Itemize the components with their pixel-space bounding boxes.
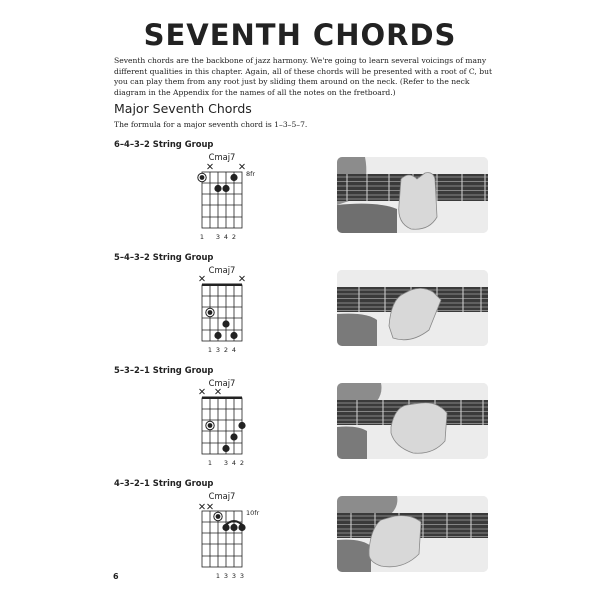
finger-number: 1: [199, 233, 205, 241]
finger-number: 1: [207, 459, 213, 467]
group-heading-3: 5–3–2–1 String Group: [114, 365, 214, 375]
dot-icon: [222, 185, 229, 192]
finger-number: 4: [231, 346, 237, 354]
finger-number: 4: [231, 459, 237, 467]
dot-icon: [214, 332, 221, 339]
chord-name-1: Cmaj7: [208, 152, 236, 162]
root-circle-icon: [208, 310, 213, 315]
finger-number: 3: [239, 572, 245, 580]
page-number: 6: [113, 572, 119, 581]
finger-number: 3: [231, 572, 237, 580]
dot-icon: [222, 445, 229, 452]
group-heading-4: 4–3–2–1 String Group: [114, 478, 214, 488]
x-mark-icon: [200, 389, 205, 394]
x-mark-icon: [208, 164, 213, 169]
chord-diagram-1: [190, 162, 270, 244]
hand-photo-4: [337, 496, 488, 572]
x-mark-icon: [200, 504, 205, 509]
root-circle-icon: [216, 514, 221, 519]
chord-name-2: Cmaj7: [208, 265, 236, 275]
nut: [202, 397, 242, 400]
hand-photo-3: [337, 383, 488, 459]
group-heading-2: 5–4–3–2 String Group: [114, 252, 214, 262]
fret-label: 10fr: [246, 509, 260, 517]
finger-number: 3: [223, 459, 229, 467]
fret-label: 8fr: [246, 170, 256, 178]
dot-icon: [214, 185, 221, 192]
chord-name-3: Cmaj7: [208, 378, 236, 388]
dot-icon: [230, 524, 237, 531]
finger-number: 4: [223, 233, 229, 241]
nut: [202, 284, 242, 287]
dot-icon: [222, 524, 229, 531]
dot-icon: [222, 320, 229, 327]
chord-name-4: Cmaj7: [208, 491, 236, 501]
intro-paragraph: Seventh chords are the backbone of jazz harmony. We're going to learn several voicings of many different qualities in this chapter. Again, all of these chords will be presented with a root of C, but you can play them from any root just by sliding them around on the neck. (Refer to the neck diagram in the Appendix for the names of all the notes on the fretboard.): [114, 56, 493, 97]
finger-number: 1: [215, 572, 221, 580]
dot-icon: [230, 174, 237, 181]
finger-number: 3: [215, 346, 221, 354]
dot-icon: [230, 332, 237, 339]
hand-photo-1: [337, 157, 488, 233]
dot-icon: [230, 433, 237, 440]
finger-number: 2: [223, 346, 229, 354]
section-heading: Major Seventh Chords: [114, 101, 252, 116]
formula-text: The formula for a major seventh chord is 1–3–5–7.: [114, 120, 308, 129]
root-circle-icon: [208, 423, 213, 428]
finger-number: 2: [239, 459, 245, 467]
x-mark-icon: [208, 504, 213, 509]
finger-number: 1: [207, 346, 213, 354]
group-heading-1: 6–4–3–2 String Group: [114, 139, 214, 149]
x-mark-icon: [200, 276, 205, 281]
x-mark-icon: [216, 389, 221, 394]
finger-number: 2: [231, 233, 237, 241]
chord-diagram-4: [190, 501, 270, 583]
root-circle-icon: [200, 175, 205, 180]
chord-diagram-3: [190, 388, 270, 470]
dot-icon: [238, 524, 245, 531]
x-mark-icon: [240, 276, 245, 281]
chord-diagram-2: [190, 275, 270, 357]
hand-photo-2: [337, 270, 488, 346]
x-mark-icon: [240, 164, 245, 169]
dot-icon: [238, 422, 245, 429]
finger-number: 3: [223, 572, 229, 580]
finger-number: 3: [215, 233, 221, 241]
page-title: SEVENTH CHORDS: [143, 18, 457, 52]
